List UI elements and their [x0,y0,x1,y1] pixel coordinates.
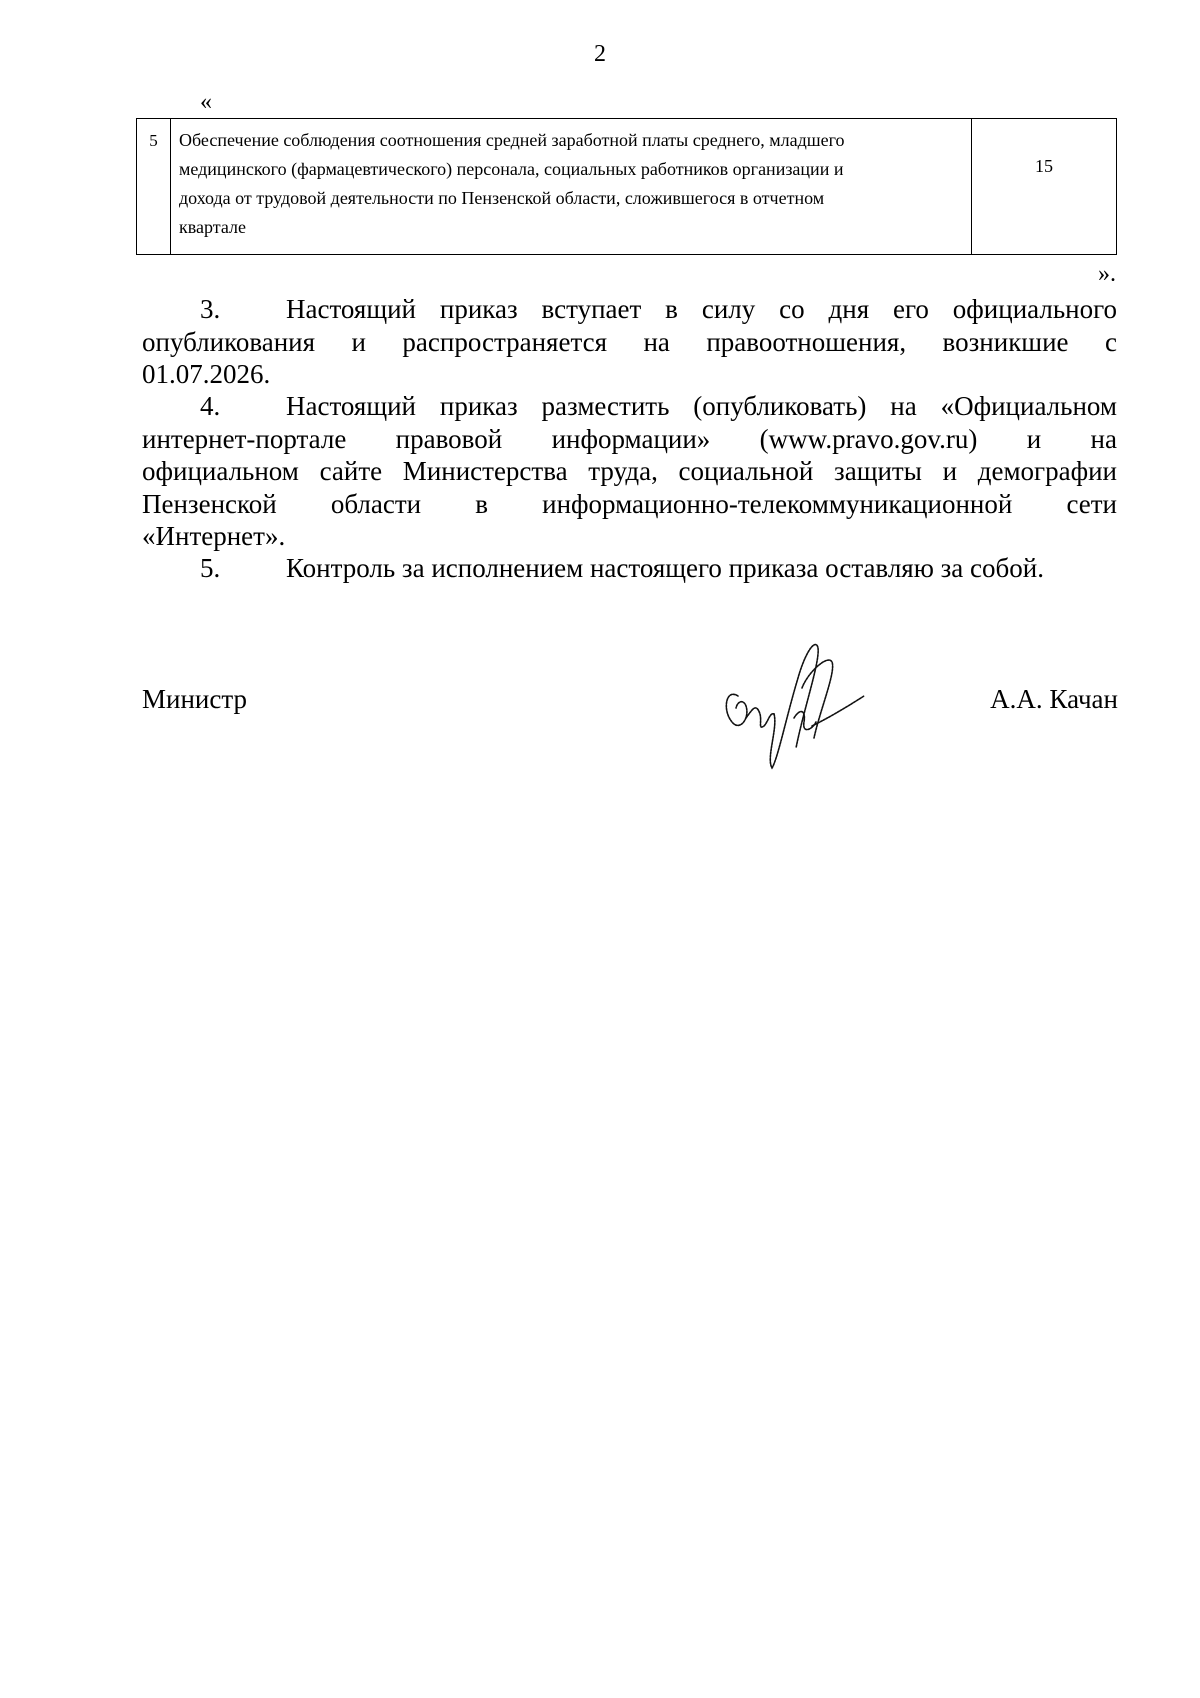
row-number: 5 [137,119,171,255]
paragraph-line: опубликования и распространяется на правоотношения, возникшие с [142,326,1117,357]
paragraph-line: официальном сайте Министерства труда, социальной защиты и демографии [142,456,1117,486]
paragraph-number: 5. [200,553,221,583]
row-text-line: Обеспечение соблюдения соотношения средней заработной платы среднего, младшего [179,130,845,150]
paragraph-text: Настоящий приказ вступает в силу со дня его официального [286,294,1117,324]
open-quote: « [200,89,212,115]
row-description [171,119,972,255]
paragraph-line: «Интернет». [142,521,286,551]
paragraph-5 [142,552,1117,585]
paragraph-text: Контроль за исполнением настоящего приказа оставляю за собой. [286,553,1044,583]
row-text-line: квартале [179,217,246,237]
row-value: 15 [972,119,1117,255]
paragraph-text: Настоящий приказ разместить (опубликовать) на «Официальном [286,391,1117,421]
paragraph-number: 4. [200,391,221,421]
paragraph-number: 3. [200,294,221,324]
paragraph-3 [142,293,1117,391]
page-number: 2 [594,41,606,67]
paragraph-line: 01.07.2026. [142,359,271,389]
row-text-line: медицинского (фармацевтического) персонала, социальных работников организации и [179,159,844,179]
signatory-name: А.А. Качан [990,684,1118,714]
paragraph-line: Пензенской области в информационно-телекоммуникационной сети [142,488,1117,519]
table-row [137,119,1117,255]
handwritten-signature-icon [716,618,876,783]
signatory-title: Министр [142,684,247,714]
close-quote: ». [1098,261,1116,287]
paragraph-line [142,552,1117,585]
paragraph-line [142,390,1117,423]
row-text-line: дохода от трудовой деятельности по Пензенской области, сложившегося в отчетном [179,188,825,208]
paragraph-line [142,293,1117,326]
indicator-table [136,118,1117,255]
paragraph-line: интернет-портале правовой информации» (www.pravo.gov.ru) и на [142,423,1117,454]
paragraph-4 [142,390,1117,553]
